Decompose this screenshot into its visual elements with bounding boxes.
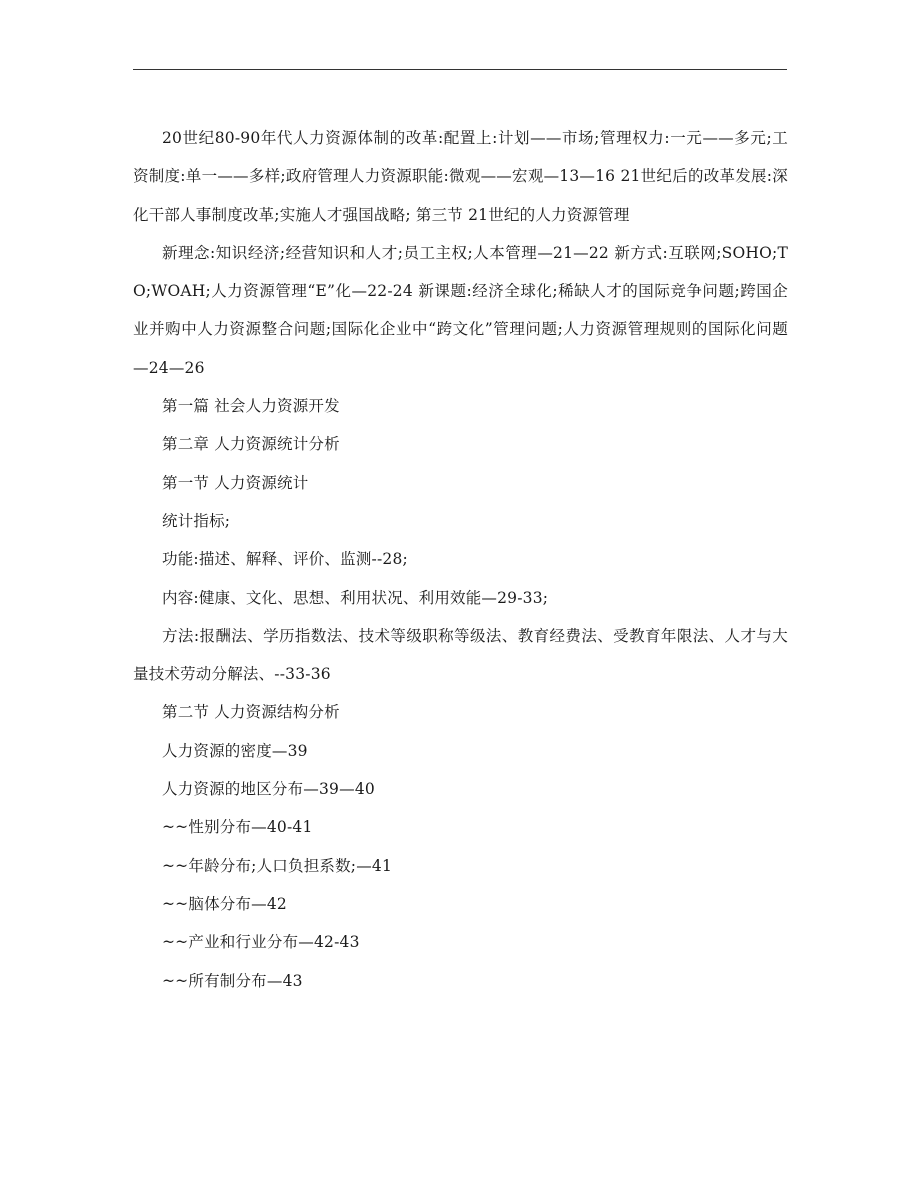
paragraph-reform-1980s: 20世纪80-90年代人力资源体制的改革:配置上:计划——市场;管理权力:一元——多元;工资制度:单一——多样;政府管理人力资源职能:微观——宏观—13—16 21世纪后的改革发展:深化干部人事制度改革;实施人才强国战略; 第三节 21世纪的人力资源管理 — [133, 129, 788, 224]
heading-part-one: 第一篇 社会人力资源开发 — [162, 397, 340, 416]
list-item-mental-physical-distribution: ~~脑体分布—42 — [162, 894, 287, 913]
list-item-density: 人力资源的密度—39 — [162, 741, 308, 760]
list-item-industry-distribution: ~~产业和行业分布—42-43 — [162, 933, 360, 952]
paragraph-methods: 方法:报酬法、学历指数法、技术等级职称等级法、教育经费法、受教育年限法、人才与大量技术劳动分解法、--33-36 — [133, 626, 788, 684]
list-item-ownership-distribution: ~~所有制分布—43 — [162, 971, 303, 990]
paragraph-functions: 功能:描述、解释、评价、监测--28; — [162, 550, 408, 569]
list-item-regional-distribution: 人力资源的地区分布—39—40 — [162, 780, 375, 799]
document-body — [133, 119, 788, 1000]
header-rule — [133, 69, 787, 70]
list-item-gender-distribution: ~~性别分布—40-41 — [162, 818, 313, 837]
heading-section-one: 第一节 人力资源统计 — [162, 473, 309, 492]
heading-chapter-two: 第二章 人力资源统计分析 — [162, 435, 340, 454]
paragraph-new-concepts: 新理念:知识经济;经营知识和人才;员工主权;人本管理—21—22 新方式:互联网;SOHO;TO;WOAH;人力资源管理“E”化—22-24 新课题:经济全球化;稀缺人才的国际竞争问题;跨国企业并购中人力资源整合问题;国际化企业中“跨文化”管理问题;人力资源管理规则的国际化问题—24—26 — [133, 243, 788, 377]
paragraph-statistical-indicators: 统计指标; — [162, 511, 231, 530]
list-item-age-distribution: ~~年龄分布;人口负担系数;—41 — [162, 856, 393, 875]
paragraph-contents: 内容:健康、文化、思想、利用状况、利用效能—29-33; — [162, 588, 549, 607]
heading-section-two: 第二节 人力资源结构分析 — [162, 703, 340, 722]
